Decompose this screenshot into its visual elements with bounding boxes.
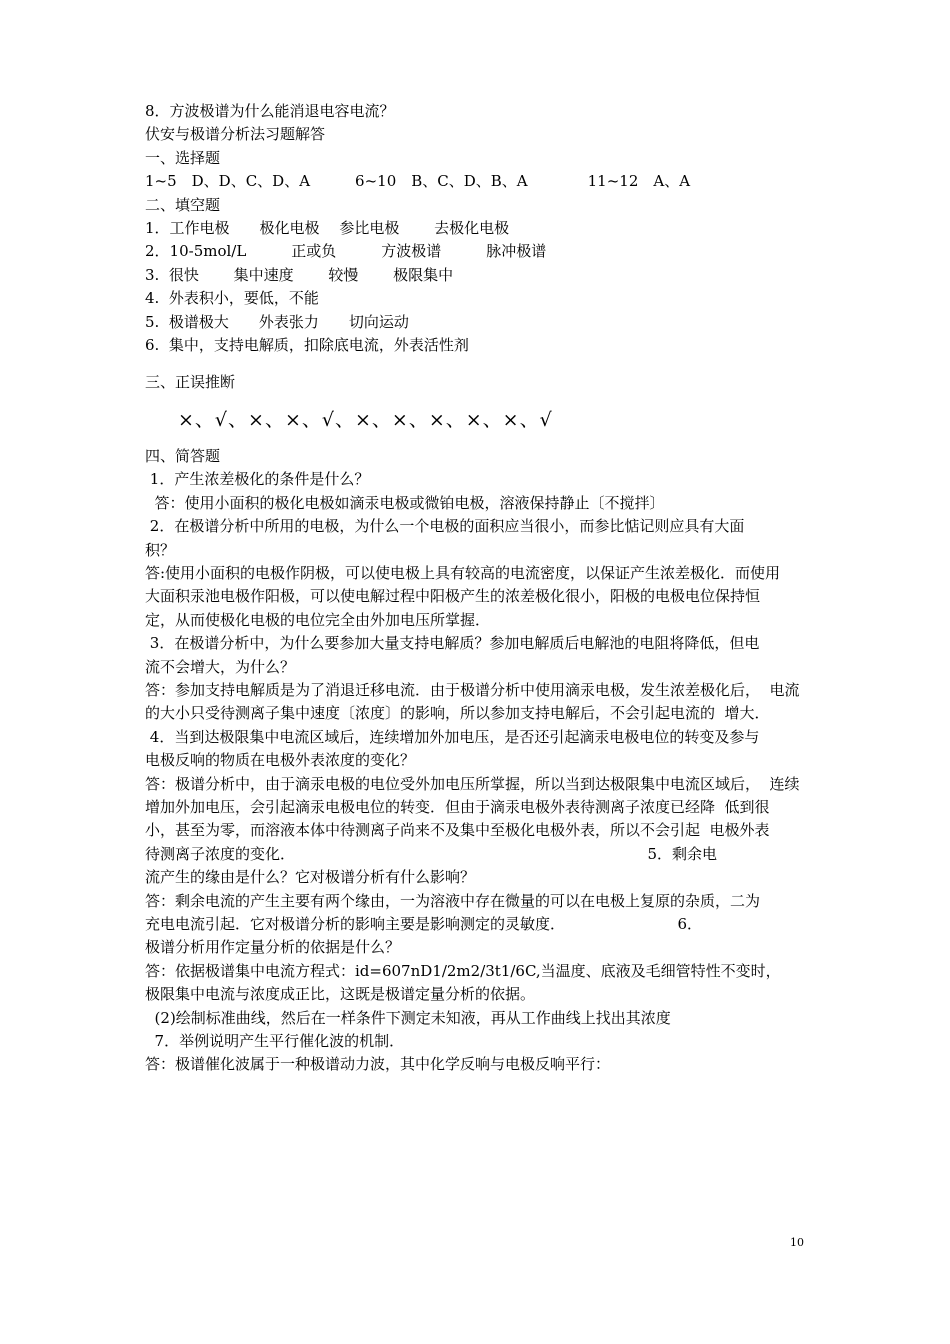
short-a2-line2: 大面积汞池电极作阳极，可以使电解过程中阳极产生的浓差极化很小，阳极的电极电位保持恒 bbox=[145, 587, 761, 606]
fill-answer-3: 3. 很快 集中速度 较慢 极限集中 bbox=[145, 265, 454, 284]
short-a2-line3: 定，从而使极化电极的电位完全由外加电压所掌握． bbox=[145, 610, 491, 629]
heading-true-false: 三、正误推断 bbox=[145, 373, 236, 392]
short-a7: 答：极谱催化波属于一种极谱动力波，其中化学反响与电极反响平行： bbox=[145, 1055, 611, 1074]
short-a2-line1: 答:使用小面积的电极作阴极，可以使电极上具有较高的电流密度，以保证产生浓差极化．而使用 bbox=[145, 563, 781, 582]
short-q1: 1．产生浓差极化的条件是什么？ bbox=[145, 470, 370, 489]
short-a6-line3: (2)绘制标准曲线，然后在一样条件下测定未知液，再从工作曲线上找出其浓度 bbox=[145, 1008, 671, 1027]
true-false-marks: ×、√、×、×、√、×、×、×、×、×、√ bbox=[178, 408, 553, 431]
document-body bbox=[145, 100, 820, 1077]
short-q6: 极谱分析用作定量分析的依据是什么？ bbox=[145, 938, 401, 957]
short-q4-line2: 电极反响的物质在电极外表浓度的变化？ bbox=[145, 751, 416, 770]
short-q3-line1: 3．在极谱分析中，为什么要参加大量支持电解质？参加电解质后电解池的电阻将降低，但电 bbox=[145, 634, 760, 653]
short-a6-line2: 极限集中电流与浓度成正比，这既是极谱定量分析的依据。 bbox=[145, 985, 536, 1004]
heading-short-answer: 四、简答题 bbox=[145, 446, 221, 465]
short-a4-line2: 增加外加电压，会引起滴汞电极电位的转变．但由于滴汞电极外表待测离子浓度已经降 低到很 bbox=[145, 797, 770, 816]
fill-answer-5: 5. 极谱极大 外表张力 切向运动 bbox=[145, 312, 409, 331]
short-q4-line1: 4．当到达极限集中电流区域后，连续增加外加电压，是否还引起滴汞电极电位的转变及参与 bbox=[145, 727, 760, 746]
short-a5-line2: 充电电流引起．它对极谱分析的影响主要是影响测定的灵敏度． 6． bbox=[145, 915, 703, 933]
fill-answer-1: 1．工作电极 极化电极 参比电极 去极化电极 bbox=[145, 219, 510, 238]
heading-fill: 二、填空题 bbox=[145, 195, 221, 214]
short-a5-line1: 答：剩余电流的产生主要有两个缘由，一为溶液中存在微量的可以在电极上复原的杂质，二为 bbox=[145, 891, 761, 910]
short-a4-line1: 答：极谱分析中，由于滴汞电极的电位受外加电压所掌握，所以当到达极限集中电流区域后， 连续 bbox=[145, 774, 800, 793]
fill-answer-4: 4. 外表积小，要低，不能 bbox=[145, 289, 319, 308]
fill-answer-6: 6. 集中，支持电解质，扣除底电流，外表活性剂 bbox=[145, 336, 469, 355]
short-q5: 流产生的缘由是什么？它对极谱分析有什么影响？ bbox=[145, 868, 476, 887]
fill-answer-2: 2．10-5mol/L 正或负 方波极谱 脉冲极谱 bbox=[145, 242, 547, 261]
choice-answers: 1~5 D、D、C、D、A 6~10 B、C、D、B、A 11~12 A、A bbox=[145, 172, 691, 191]
short-a6-line1: 答：依据极谱集中电流方程式：id=607nD1/2m2/3t1/6C,当温度、底液及毛细管特性不变时， bbox=[145, 961, 781, 980]
short-a4-line3: 小，甚至为零，而溶液本体中待测离子尚来不及集中至极化电极外表，所以不会引起 电极外表 bbox=[145, 821, 770, 840]
short-a1: 答：使用小面积的极化电极如滴汞电极或微铂电极，溶液保持静止〔不搅拌〕 bbox=[145, 493, 665, 512]
short-a3-line2: 的大小只受待测离子集中速度〔浓度〕的影响，所以参加支持电解后，不会引起电流的 增大． bbox=[145, 704, 770, 723]
question-8: 8．方波极谱为什么能消退电容电流？ bbox=[145, 102, 395, 120]
short-q2-line2: 积？ bbox=[145, 540, 176, 559]
page-number: 10 bbox=[790, 1236, 804, 1249]
short-a4-line4: 待测离子浓度的变化． 5．剩余电 bbox=[145, 844, 718, 863]
section-title: 伏安与极谱分析法习题解答 bbox=[145, 125, 326, 144]
heading-choice: 一、选择题 bbox=[145, 148, 221, 167]
short-q3-line2: 流不会增大，为什么？ bbox=[145, 657, 296, 676]
short-q2-line1: 2．在极谱分析中所用的电极，为什么一个电极的面积应当很小，而参比惦记则应具有大面 bbox=[145, 517, 745, 536]
short-a3-line1: 答：参加支持电解质是为了消退迁移电流．由于极谱分析中使用滴汞电极，发生浓差极化后， 电流 bbox=[145, 680, 800, 699]
short-q7: 7．举例说明产生平行催化波的机制． bbox=[145, 1032, 405, 1051]
